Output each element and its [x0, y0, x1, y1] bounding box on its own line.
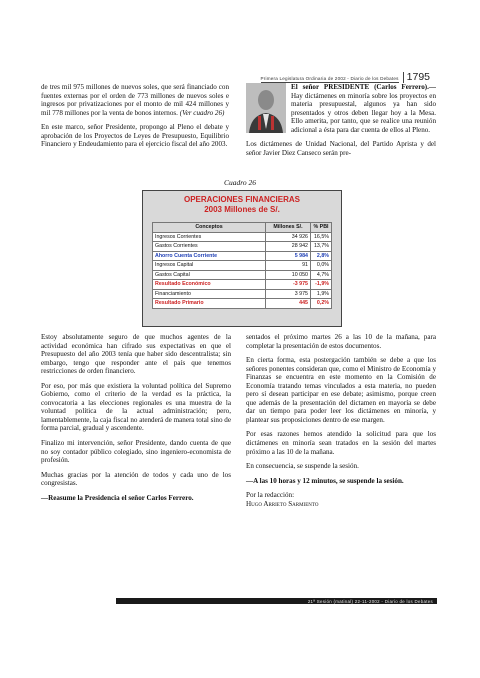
- right-column-bottom: [246, 333, 436, 514]
- column-header: Conceptos: [153, 223, 266, 233]
- running-header: Primera Legislatura Ordinaria de 2002 - Diario de los Debates: [260, 76, 399, 81]
- financial-table: [152, 222, 332, 309]
- table-header-row: [153, 223, 332, 233]
- table-row: Resultado Económico -3 975 -1,9%: [153, 280, 332, 290]
- table-title: OPERACIONES FINANCIERAS 2003 Millones de S/.: [183, 195, 300, 214]
- table-row: Gastos Corrientes 28 942 13,7%: [153, 242, 332, 252]
- table-row: Ahorro Cuenta Corriente 5 984 2,8%: [153, 251, 332, 261]
- left-column-top: [41, 83, 229, 155]
- table-row: Ingresos Corrientes 34 926 16,5%: [153, 232, 332, 242]
- paragraph: Por eso, por más que existiera la voluntad política del Supremo Gobierno, como el criterio de la verdad es la práctica, la convocatoria a las elecciones regionales es una muestra de la voluntad política de la actual administración; pero, lamentablemente, la caja fiscal no atenderá de manera total sino de forma parcial, gradual y ascendente.: [41, 381, 231, 433]
- column-header: % PBI: [311, 223, 332, 233]
- paragraph: Los dictámenes de Unidad Nacional, del Partido Aprista y del señor Javier Diez Canseco serán pre-: [246, 140, 436, 157]
- page-header: [232, 72, 430, 83]
- paragraph: sentados el próximo martes 26 a las 10 de la mañana, para completar la presentación de estos documentos.: [246, 333, 436, 350]
- column-header: Millones S/.: [266, 223, 311, 233]
- paragraph: de tres mil 975 millones de nuevos soles, que será financiado con fuentes externas por el orden de 773 millones de nuevos soles e ingresos por privatizaciones por el monto de mil 424 millones y mil 778 millones por la venta de bonos internos. (Ver cuadro 26): [41, 83, 229, 117]
- speaker-portrait: [246, 83, 286, 133]
- paragraph: Estoy absolutamente seguro de que muchos agentes de la actividad económica han cifrado sus expectativas en que el Presupuesto del año 2003 tenía que haber sido descentralista; sin embargo, tengo que responder ante el país que tenemos restricciones de orden financiero.: [41, 333, 231, 376]
- stage-direction: —Reasume la Presidencia el señor Carlos Ferrero.: [41, 493, 194, 502]
- redaction-label: Por la redacción:: [246, 491, 295, 500]
- table-row: Gastos Capital 10 050 4,7%: [153, 270, 332, 280]
- table-row: Financiamiento 3 975 1,9%: [153, 289, 332, 299]
- paragraph: En cierta forma, esta postergación también se debe a que los señores ponentes consideran que, como el Ministro de Economía y Finanzas se encuentra en este momento en la Comisión de Economía tratando temas vinculados a esta materia, no pueden pero sí desean participar en ese debate; asimismo, porque creen que además de la presentación del dictamen en mayoría se debe dar un tiempo para poder leer los dictámenes en minoría, y plantear sus proposiciones dentro de ese margen.: [246, 356, 436, 424]
- table-row: Resultado Primario 445 0,2%: [153, 299, 332, 309]
- paragraph: El señor PRESIDENTE (Carlos Ferrero).— Hay dictámenes en minoría sobre los proyectos en materia presupuestal, algunos ya han sido presentados y otros deben llegar hoy a la Mesa. Ello amerita, por tanto, que se realice una reunión adicional a ésta para dar cuenta de ellos al Pleno.: [291, 83, 436, 134]
- paragraph: Por esas razones hemos atendido la solicitud para que los dictámenes en minoría sean tratados en la sesión del martes próximo a las 10 de la mañana.: [246, 430, 436, 456]
- figure-label: Cuadro 26: [223, 178, 257, 187]
- paragraph: En este marco, señor Presidente, propongo al Pleno el debate y aprobación de los Proyectos de Leyes de Presupuesto, Equilibrio Financiero y Endeudamiento para el ejercicio fiscal del año 2003.: [41, 123, 229, 149]
- paragraph: Muchas gracias por la atención de todos y cada uno de los congresistas.: [41, 470, 231, 488]
- footer-text: 21ª Sesión (matinal) 22-11-2002 - Diario de los Debates: [307, 598, 433, 604]
- speaker-name: El señor PRESIDENTE (Carlos Ferrero).—: [291, 83, 436, 91]
- left-column-bottom: [41, 333, 231, 508]
- financial-table-box: [142, 190, 342, 327]
- page-footer: [116, 598, 437, 604]
- paragraph: Finalizo mi intervención, señor Presidente, dando cuenta de que no soy contador público colegiado, sino ingeniero-economista de profesión.: [41, 439, 231, 465]
- page-number: 1795: [403, 72, 430, 83]
- table-row: Ingresos Capital 91 0,0%: [153, 261, 332, 271]
- right-column-top: [246, 83, 436, 163]
- redactor-name: Hugo Arrieto Sarmiento: [246, 499, 319, 508]
- table-reference: (Ver cuadro 26): [179, 108, 225, 117]
- stage-direction: —A las 10 horas y 12 minutos, se suspende la sesión.: [246, 476, 404, 485]
- paragraph: En consecuencia, se suspende la sesión.: [246, 462, 359, 471]
